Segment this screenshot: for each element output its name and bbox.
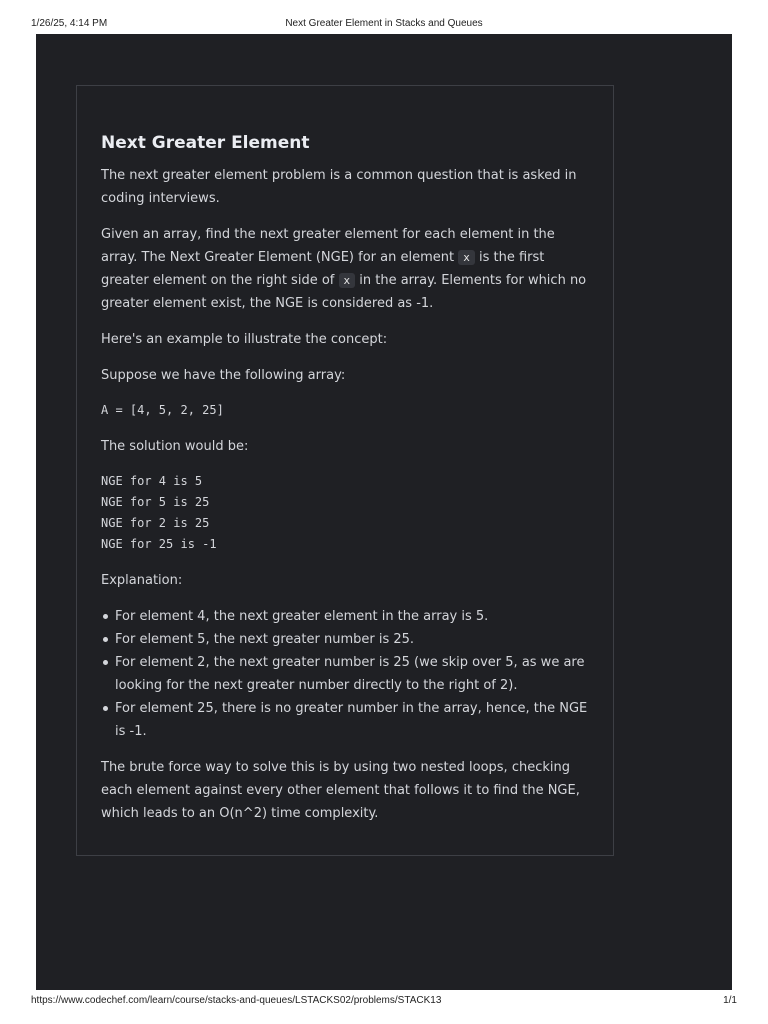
explanation-item: For element 4, the next greater element in the array is 5. (101, 605, 589, 628)
intro-paragraph: The next greater element problem is a common question that is asked in coding interviews. (101, 168, 577, 206)
explanation-list (101, 605, 589, 743)
explanation-label: Explanation: (101, 573, 183, 588)
explanation-item: For element 2, the next greater number is 25 (we skip over 5, as we are looking for the next greater number directly to the right of 2). (101, 651, 589, 697)
example-intro: Here's an example to illustrate the concept: (101, 332, 388, 347)
array-intro: Suppose we have the following array: (101, 368, 346, 383)
page-number: 1/1 (723, 995, 737, 1006)
article-card (76, 85, 614, 856)
definition-text-1: Given an array, find the next greater element for each element in the array. The Next Greater Element (NGE) for an element (101, 227, 555, 265)
solution-code-block (101, 471, 589, 555)
solution-line: NGE for 4 is 5 (101, 474, 203, 488)
print-header (0, 0, 768, 34)
brute-force-paragraph: The brute force way to solve this is by using two nested loops, checking each element against every other element that follows it to find the NGE, which leads to an O(n^2) time complexity. (101, 760, 580, 821)
definition-paragraph (101, 223, 589, 315)
solution-intro: The solution would be: (101, 439, 249, 454)
array-code-block (101, 400, 589, 421)
solution-line: NGE for 2 is 25 (101, 516, 210, 530)
print-page-title: Next Greater Element in Stacks and Queues (285, 18, 483, 29)
print-footer (0, 990, 768, 1024)
definition-text-2: is the first greater element on the right side of (101, 250, 545, 288)
definition-text-3: in the array. Elements for which no greater element exist, the NGE is considered as -1. (101, 273, 587, 311)
explanation-item: For element 25, there is no greater number in the array, hence, the NGE is -1. (101, 697, 589, 743)
array-code-line: A = [4, 5, 2, 25] (101, 403, 224, 417)
print-datetime: 1/26/25, 4:14 PM (31, 18, 108, 29)
inline-code-x: x (339, 273, 356, 288)
page-url: https://www.codechef.com/learn/course/stacks-and-queues/LSTACKS02/problems/STACK13 (31, 995, 442, 1006)
explanation-item: For element 5, the next greater number is 25. (101, 628, 589, 651)
solution-line: NGE for 25 is -1 (101, 537, 217, 551)
inline-code-x: x (458, 250, 475, 265)
solution-line: NGE for 5 is 25 (101, 495, 210, 509)
article-heading: Next Greater Element (101, 133, 310, 153)
page-content (36, 34, 732, 990)
